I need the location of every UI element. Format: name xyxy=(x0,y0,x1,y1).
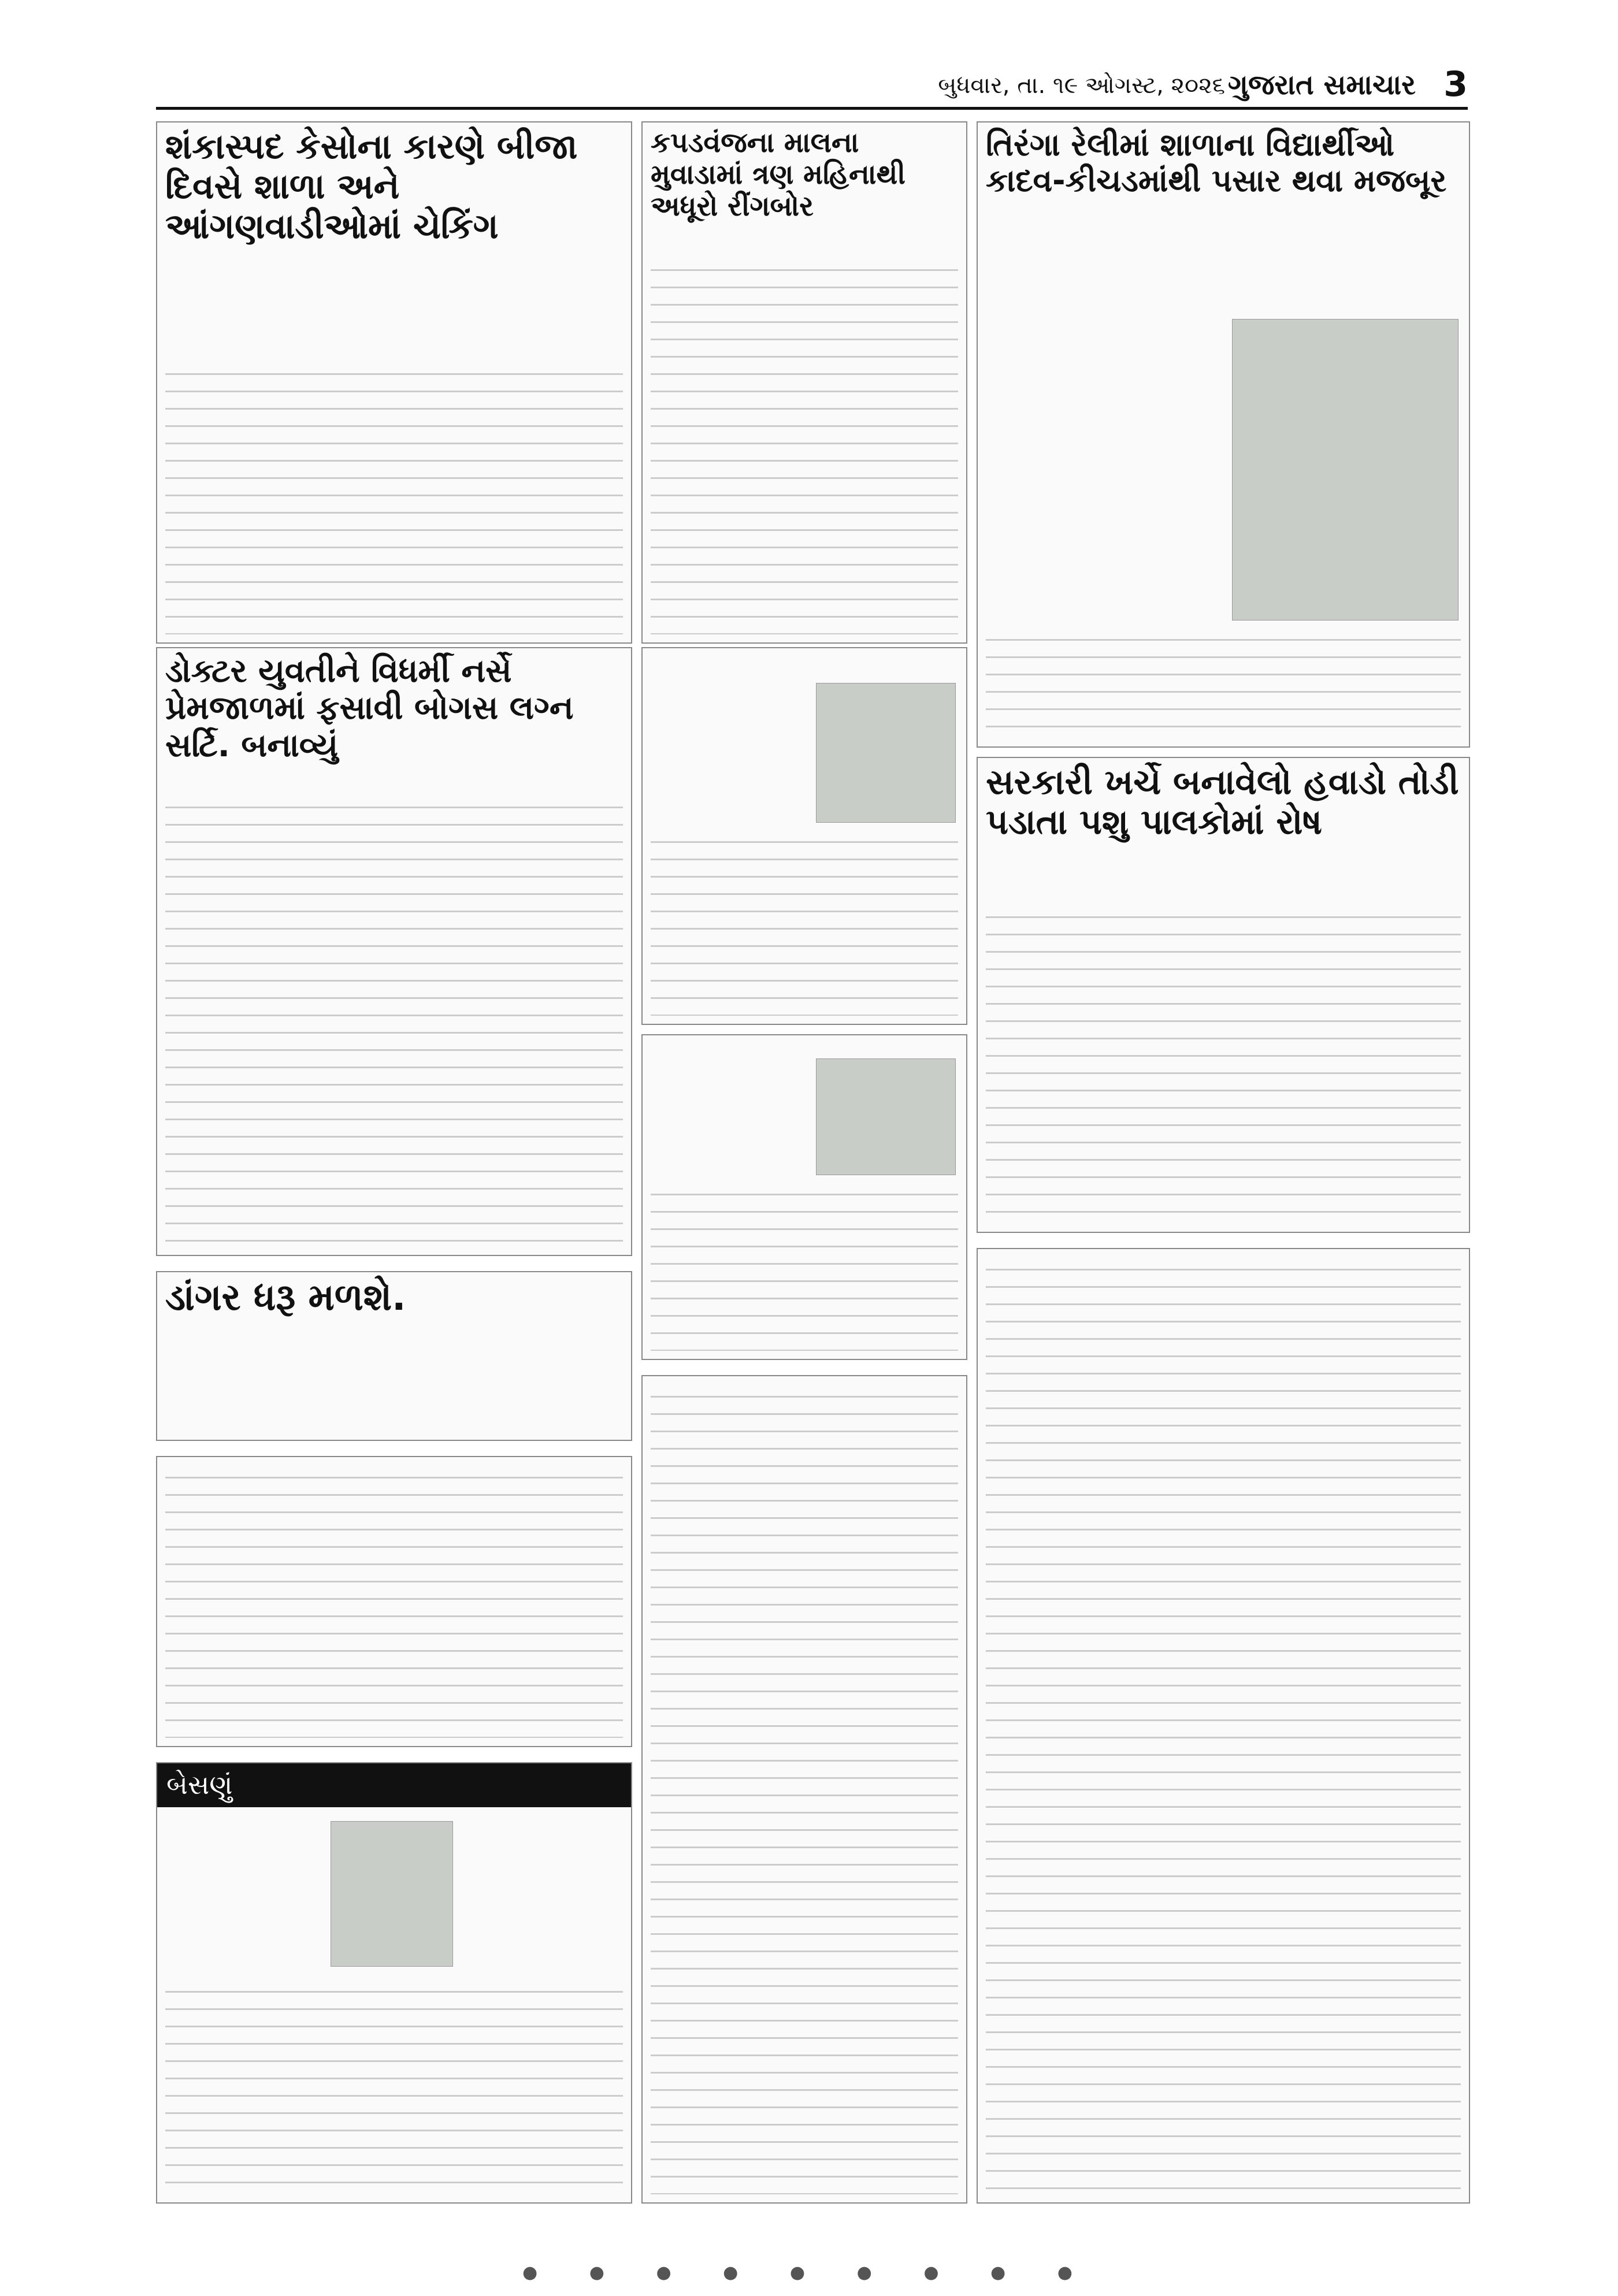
masthead xyxy=(156,66,1468,110)
story-virpur xyxy=(977,757,1470,1233)
story-vadodara xyxy=(156,647,632,1256)
body-text xyxy=(165,365,623,634)
story-col1-lead xyxy=(156,121,632,644)
body-text xyxy=(651,1186,958,1351)
portrait-photo xyxy=(331,1821,453,1967)
ad-besanu xyxy=(156,1762,632,2204)
body-text xyxy=(651,261,958,634)
headline-vadodara: ડોક્ટર યુવતીને વિધર્મી નર્સે પ્રેમજાળમાં ફસાવી બોગસ લગ્ન સર્ટિ. બનાવ્યું xyxy=(165,652,574,764)
masthead-page: 3 xyxy=(1443,64,1468,105)
body-text xyxy=(165,1469,623,1738)
body-text xyxy=(165,1983,623,2194)
headline-virpur: સરકારી ખર્ચે બનાવેલો હવાડો તોડી પડાતા પશુ પાલકોમાં રોષ xyxy=(986,762,1459,842)
headline-col2: કપડવંજના માલના મુવાડામાં ત્રણ મહિનાથી અધૂરો રીંગબોર xyxy=(651,127,906,223)
notice-col3 xyxy=(977,1248,1470,2204)
masthead-date: બુધવાર, તા. ૧૯ ઓગસ્ટ, ૨૦૨૬ xyxy=(938,72,1225,99)
notice-col2 xyxy=(641,1375,967,2204)
body-text xyxy=(986,631,1461,738)
story-col2-mid xyxy=(641,647,967,1025)
ad-dangar-title: ડાંગર ધરૂ મળશે. xyxy=(165,1276,406,1319)
story-col2-low xyxy=(641,1034,967,1360)
masthead-paper: ગુજરાત સમાચાર xyxy=(1227,69,1416,101)
ad-dangar xyxy=(156,1271,632,1441)
body-text xyxy=(651,1388,958,2194)
story-col3-lead xyxy=(977,121,1470,748)
story-col2-lead xyxy=(641,121,967,644)
notice-col1 xyxy=(156,1456,632,1747)
photo xyxy=(816,1058,956,1175)
registration-marks: ● ● ● ● ● ● ● ● ● xyxy=(522,2262,1096,2283)
photo xyxy=(1232,319,1459,621)
headline-col3: તિરંગા રેલીમાં શાળાના વિદ્યાર્થીઓ કાદવ-કીચડમાંથી પસાર થવા મજબૂર xyxy=(986,127,1447,199)
ad-besanu-title: બેસણું xyxy=(157,1763,631,1807)
body-text xyxy=(651,833,958,1016)
headline-col1: શંકાસ્પદ કેસોના કારણે બીજા દિવસે શાળા અને આંગણવાડીઓમાં ચેકિંગ xyxy=(165,127,578,247)
photo xyxy=(816,683,956,823)
body-text xyxy=(986,1261,1461,2194)
body-text xyxy=(986,908,1461,1224)
body-text xyxy=(165,798,623,1247)
